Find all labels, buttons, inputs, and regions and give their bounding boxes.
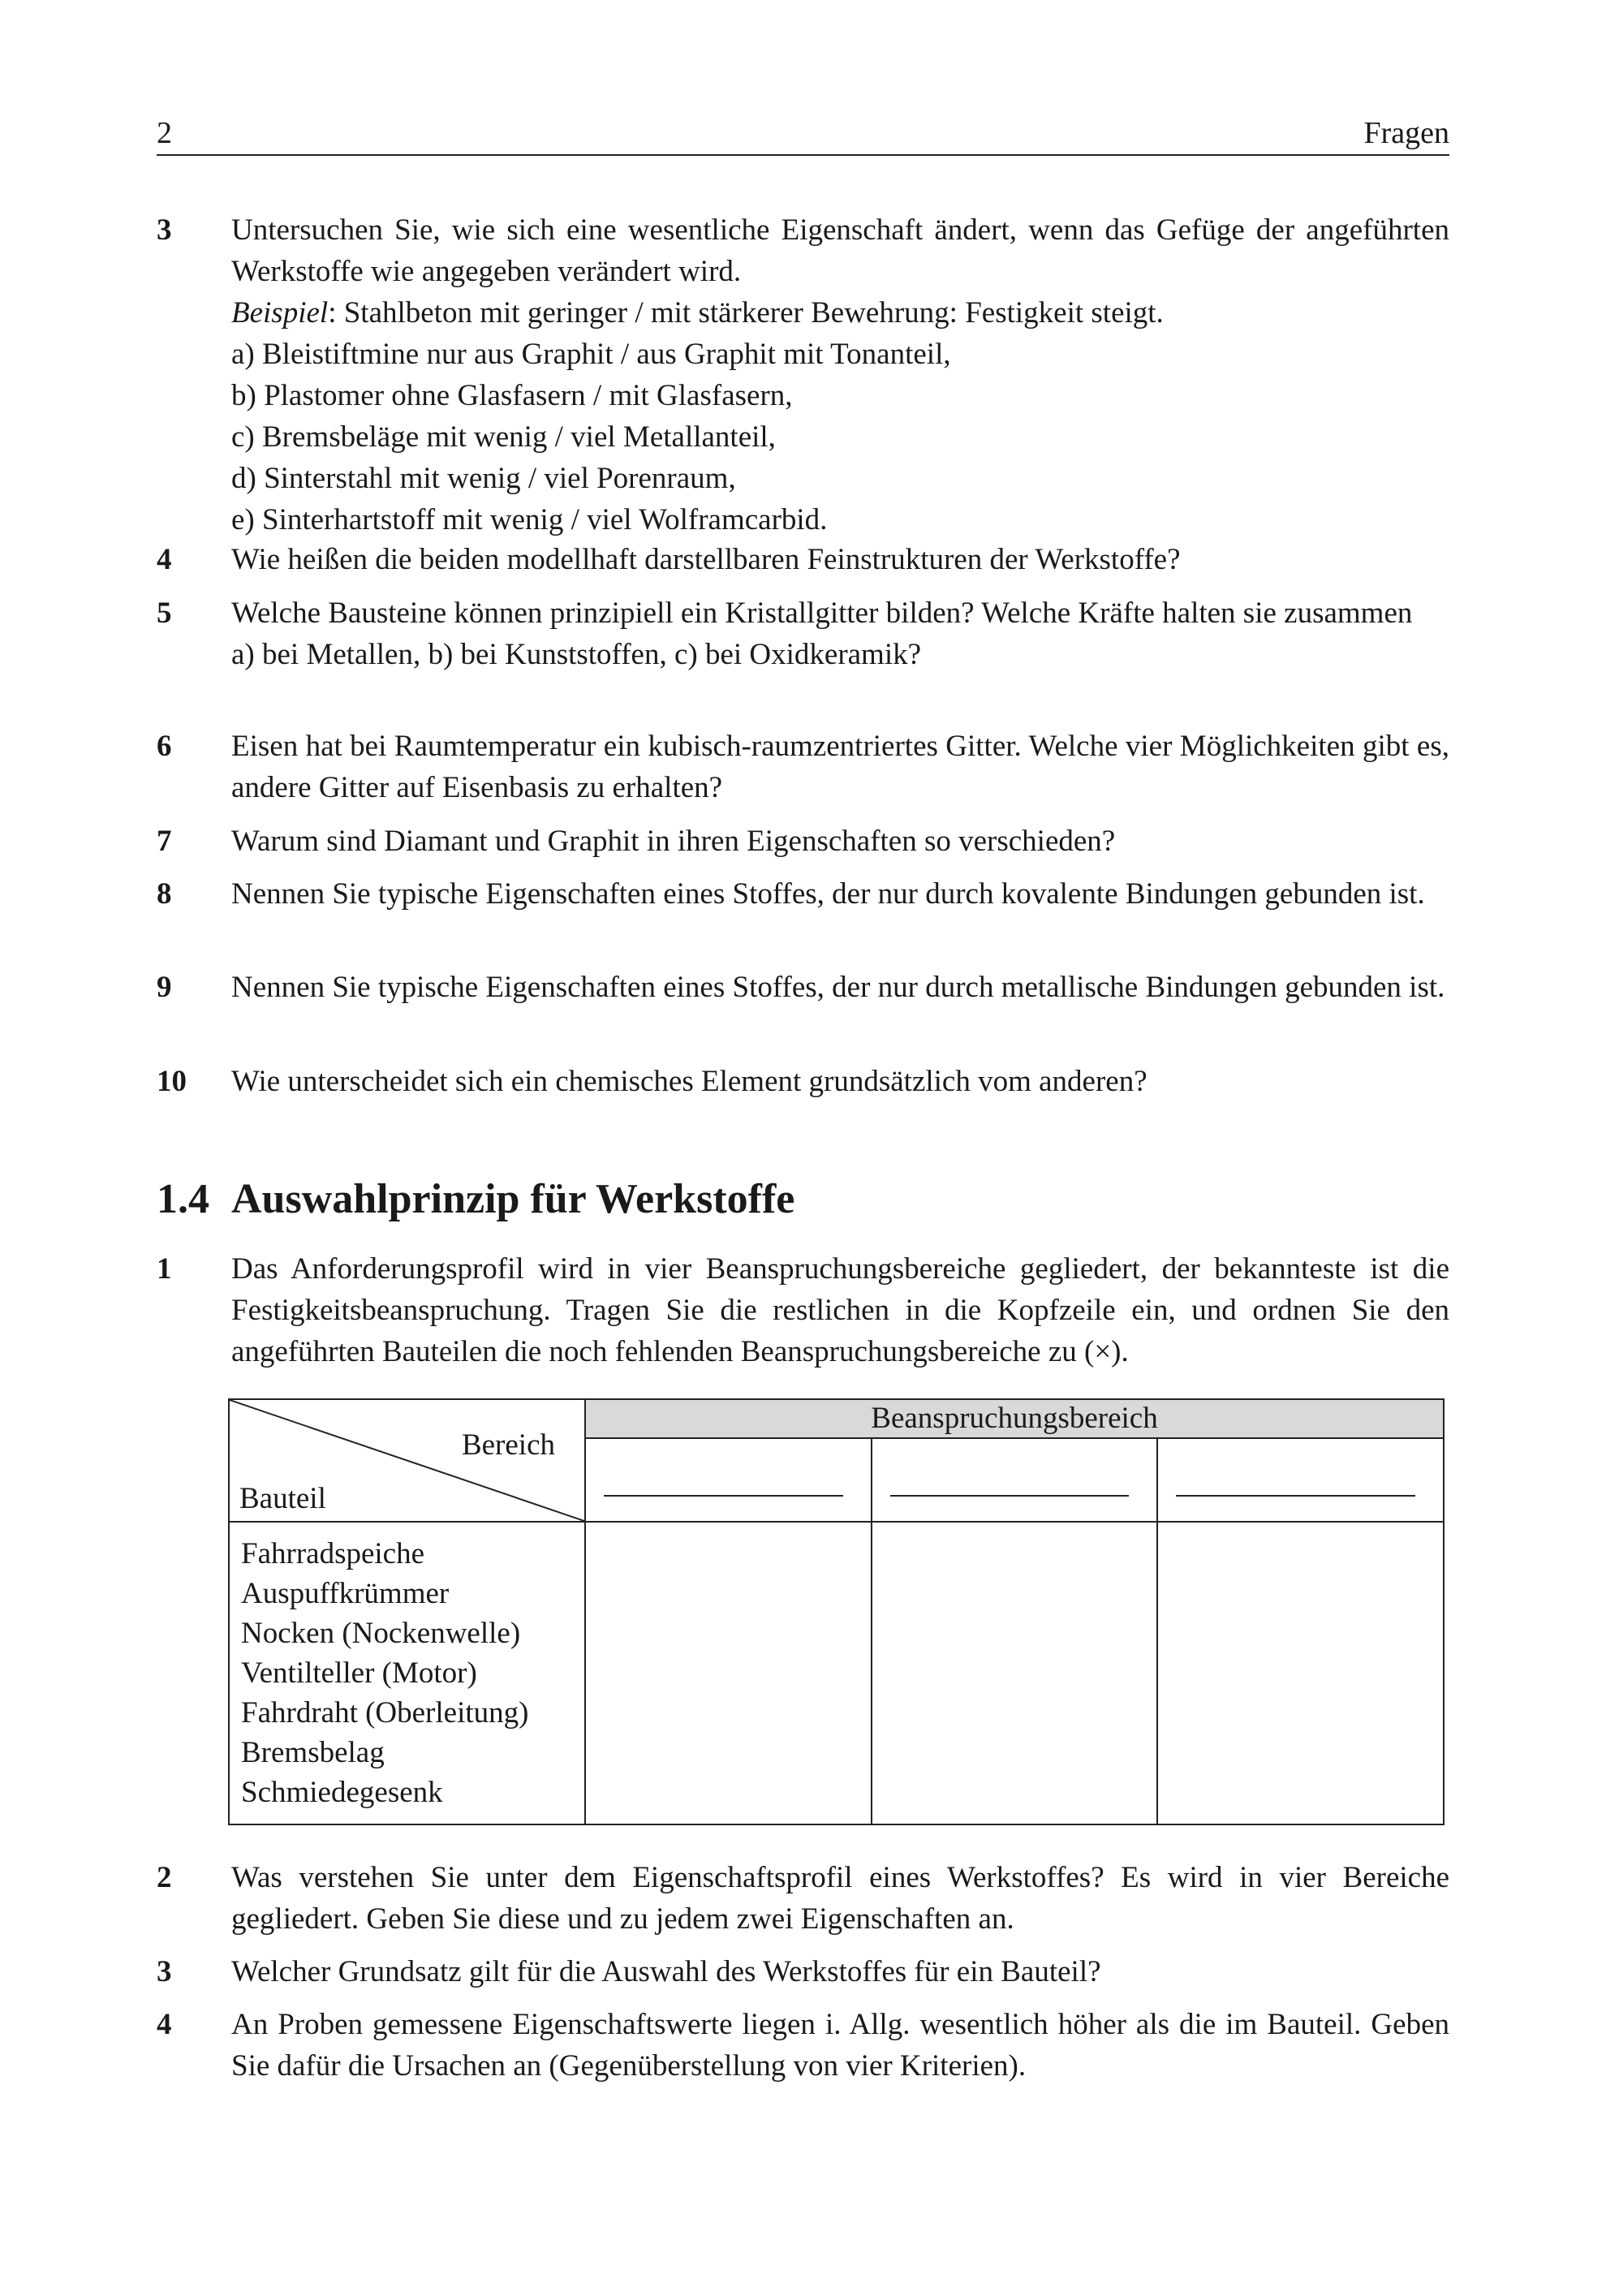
page-number: 2 bbox=[157, 116, 172, 150]
section-title: Auswahlprinzip für Werkstoffe bbox=[231, 1176, 795, 1222]
answer-line bbox=[604, 1495, 843, 1497]
question-number: 1 bbox=[157, 1252, 172, 1286]
question-text: Welcher Grundsatz gilt für die Auswahl des Werkstoffes für ein Bauteil? bbox=[231, 1955, 1101, 1988]
sub-item: e) Sinterhartstoff mit wenig / viel Wolframcarbid. bbox=[231, 503, 828, 536]
question-text: Nennen Sie typische Eigenschaften eines Stoffes, der nur durch kovalente Bindungen gebunden ist. bbox=[231, 877, 1425, 911]
question-text: Untersuchen Sie, wie sich eine wesentliche Eigenschaft ändert, wenn das Gefüge der angeführten Werkstoffe wie angegeben verändert wird. bbox=[231, 213, 1449, 288]
example-text: : Stahlbeton mit geringer / mit stärkerer Bewehrung: Festigkeit steigt. bbox=[328, 296, 1164, 330]
question-number: 7 bbox=[157, 825, 172, 858]
part-item: Nocken (Nockenwelle) bbox=[241, 1617, 521, 1650]
part-item: Bremsbelag bbox=[241, 1736, 385, 1769]
question-number: 8 bbox=[157, 877, 172, 911]
sub-item: a) Bleistiftmine nur aus Graphit / aus Graphit mit Tonanteil, bbox=[231, 338, 951, 371]
question-number: 3 bbox=[157, 1955, 172, 1988]
question-number: 4 bbox=[157, 543, 172, 576]
running-title: Fragen bbox=[1363, 116, 1449, 150]
question-b-3 bbox=[157, 1951, 1449, 1992]
question-a-10 bbox=[157, 1061, 1449, 1102]
question-text: Wie unterscheidet sich ein chemisches Element grundsätzlich vom anderen? bbox=[231, 1065, 1147, 1098]
question-text: Warum sind Diamant und Graphit in ihren Eigenschaften so verschieden? bbox=[231, 825, 1116, 858]
question-b-1 bbox=[157, 1248, 1449, 1372]
question-number: 10 bbox=[157, 1065, 187, 1098]
part-item: Fahrradspeiche bbox=[241, 1537, 425, 1570]
question-number: 5 bbox=[157, 597, 172, 630]
question-a-5 bbox=[157, 592, 1449, 675]
answer-line bbox=[1176, 1495, 1415, 1497]
part-item: Schmiedegesenk bbox=[241, 1776, 443, 1809]
question-a-7 bbox=[157, 821, 1449, 862]
section-heading bbox=[157, 1175, 794, 1223]
corner-label-bereich: Bereich bbox=[461, 1428, 555, 1462]
requirements-table bbox=[228, 1398, 1445, 1825]
part-item: Ventilteller (Motor) bbox=[241, 1656, 477, 1690]
header-blank-2[interactable] bbox=[872, 1438, 1158, 1522]
sub-item: c) Bremsbeläge mit wenig / viel Metallanteil, bbox=[231, 420, 776, 454]
sub-item: d) Sinterstahl mit wenig / viel Porenraum, bbox=[231, 462, 736, 495]
question-text: Nennen Sie typische Eigenschaften eines Stoffes, der nur durch metallische Bindungen gebunden ist. bbox=[231, 971, 1445, 1004]
question-number: 3 bbox=[157, 213, 172, 247]
question-a-3 bbox=[157, 209, 1449, 541]
question-a-6 bbox=[157, 726, 1449, 808]
question-text: Wie heißen die beiden modellhaft darstellbaren Feinstrukturen der Werkstoffe? bbox=[231, 543, 1181, 576]
parts-list bbox=[229, 1522, 585, 1824]
example-label: Beispiel bbox=[231, 296, 329, 330]
example-line bbox=[231, 292, 1449, 334]
question-b-2 bbox=[157, 1857, 1449, 1940]
question-a-9 bbox=[157, 967, 1449, 1008]
sub-item: a) bei Metallen, b) bei Kunststoffen, c) bei Oxidkeramik? bbox=[231, 638, 922, 671]
answer-cell-3[interactable] bbox=[1157, 1522, 1444, 1824]
answer-cell-2[interactable] bbox=[872, 1522, 1158, 1824]
header-blank-3[interactable] bbox=[1157, 1438, 1444, 1522]
part-item: Fahrdraht (Oberleitung) bbox=[241, 1696, 529, 1730]
question-text: Das Anforderungsprofil wird in vier Beanspruchungsbereiche gegliedert, der bekannteste ist die Festigkeitsbeanspruchung. Tragen Sie die restlichen in die Kopfzeile ein, und ordnen Sie den angeführten Bauteilen die noch fehlenden Beanspruchungsbereiche zu (×). bbox=[231, 1252, 1449, 1368]
question-a-8 bbox=[157, 873, 1449, 915]
question-a-4 bbox=[157, 539, 1449, 580]
header-blank-1[interactable] bbox=[585, 1438, 872, 1522]
sub-item: b) Plastomer ohne Glasfasern / mit Glasfasern, bbox=[231, 379, 793, 412]
question-number: 2 bbox=[157, 1861, 172, 1894]
answer-line bbox=[890, 1495, 1130, 1497]
question-number: 4 bbox=[157, 2008, 172, 2041]
group-header: Beanspruchungsbereich bbox=[585, 1399, 1444, 1438]
question-b-4 bbox=[157, 2004, 1449, 2087]
table-corner-cell bbox=[229, 1399, 585, 1522]
question-text: Was verstehen Sie unter dem Eigenschaftsprofil eines Werkstoffes? Es wird in vier Bereiche gegliedert. Geben Sie diese und zu jedem zwei Eigenschaften an. bbox=[231, 1861, 1449, 1936]
section-number: 1.4 bbox=[157, 1176, 209, 1222]
answer-cell-1[interactable] bbox=[585, 1522, 872, 1824]
question-number: 6 bbox=[157, 730, 172, 763]
page-header bbox=[157, 115, 1449, 156]
question-text: Welche Bausteine können prinzipiell ein Kristallgitter bilden? Welche Kräfte halten sie zusammen bbox=[231, 597, 1413, 630]
corner-label-bauteil: Bauteil bbox=[239, 1482, 326, 1515]
question-number: 9 bbox=[157, 971, 172, 1004]
question-text: Eisen hat bei Raumtemperatur ein kubisch-raumzentriertes Gitter. Welche vier Möglichkeiten gibt es, andere Gitter auf Eisenbasis zu erhalten? bbox=[231, 730, 1449, 804]
part-item: Auspuffkrümmer bbox=[241, 1577, 450, 1610]
question-text: An Proben gemessene Eigenschaftswerte liegen i. Allg. wesentlich höher als die im Bauteil. Geben Sie dafür die Ursachen an (Gegenüberstellung von vier Kriterien). bbox=[231, 2008, 1449, 2083]
